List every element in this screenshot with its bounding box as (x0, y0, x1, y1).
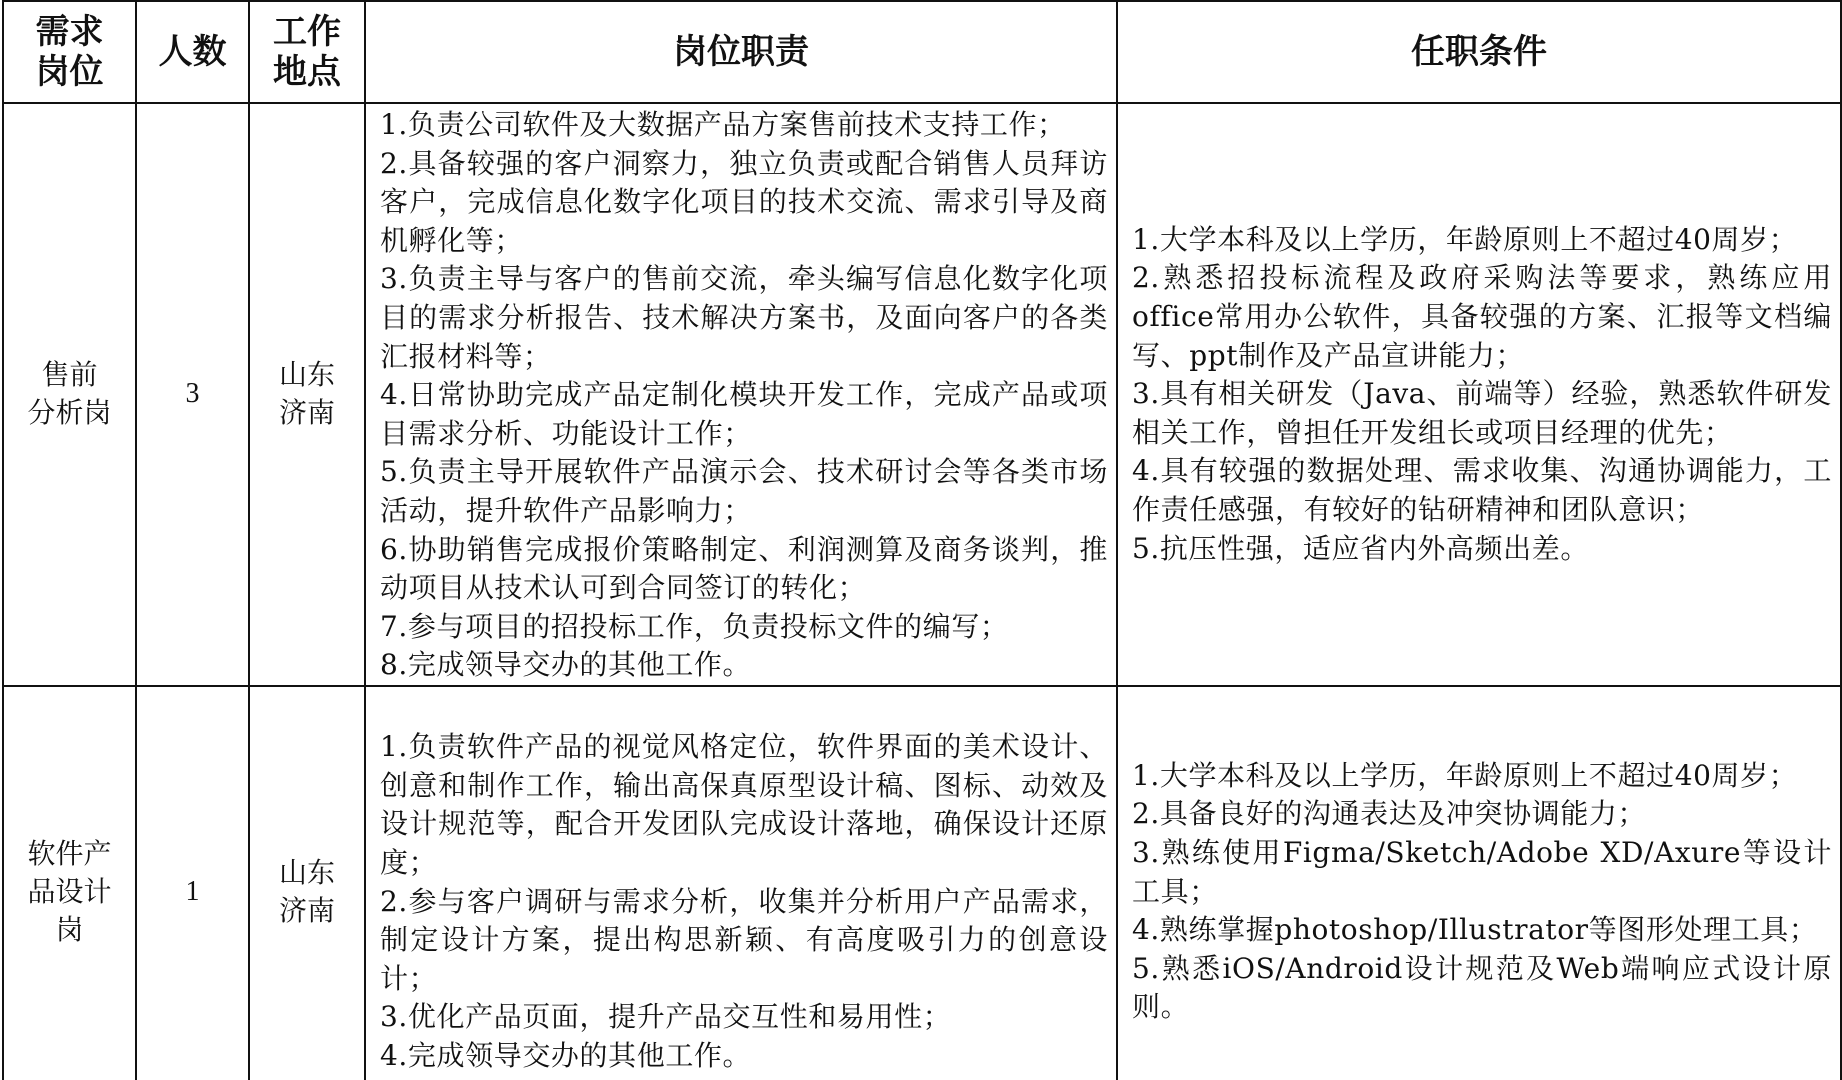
requirement-item: 5.抗压性强，适应省内外高频出差。 (1132, 531, 1589, 565)
table-body (3, 103, 1841, 1080)
duties-list (380, 728, 1108, 1075)
recruitment-table (2, 0, 1842, 1080)
header-row (3, 1, 1841, 103)
cell-position: 软件产 品设计 岗 (3, 686, 136, 1080)
cell-position: 售前 分析岗 (3, 103, 136, 686)
cell-location: 山东 济南 (249, 103, 365, 686)
requirement-item: 2.熟悉招投标流程及政府采购法等要求，熟练应用office常用办公软件，具备较强的方案、汇报等文档编写、ppt制作及产品宣讲能力； (1132, 261, 1832, 372)
duty-item: 2.参与客户调研与需求分析，收集并分析用户产品需求，制定设计方案，提出构思新颖、有高度吸引力的创意设计； (380, 884, 1108, 995)
header-requirements: 任职条件 (1117, 1, 1841, 103)
duty-item: 3.优化产品页面，提升产品交互性和易用性； (380, 1000, 952, 1034)
requirement-item: 4.具有较强的数据处理、需求收集、沟通协调能力，工作责任感强，有较好的钻研精神和团队意识； (1132, 454, 1832, 526)
duty-item: 4.日常协助完成产品定制化模块开发工作，完成产品或项目需求分析、功能设计工作； (380, 378, 1108, 450)
cell-requirements (1117, 103, 1841, 686)
requirement-item: 2.具备良好的沟通表达及冲突协调能力； (1132, 797, 1647, 831)
header-count: 人数 (136, 1, 249, 103)
requirement-item: 1.大学本科及以上学历，年龄原则上不超过40周岁； (1132, 222, 1798, 256)
table-header (3, 1, 1841, 103)
cell-duties (365, 103, 1117, 686)
requirement-item: 3.熟练使用Figma/Sketch/Adobe XD/Axure等设计工具； (1132, 836, 1832, 908)
table-row (3, 686, 1841, 1080)
duty-item: 4.完成领导交办的其他工作。 (380, 1038, 752, 1072)
cell-count: 1 (136, 686, 249, 1080)
requirement-item: 4.熟练掌握photoshop/Illustrator等图形处理工具； (1132, 913, 1818, 947)
cell-requirements (1117, 686, 1841, 1080)
header-position: 需求 岗位 (3, 1, 136, 103)
duty-item: 6.协助销售完成报价策略制定、利润测算及商务谈判，推动项目从技术认可到合同签订的转化； (380, 532, 1108, 605)
requirements-list (1132, 757, 1832, 1027)
requirement-item: 3.具有相关研发（Java、前端等）经验，熟悉软件研发相关工作，曾担任开发组长或项目经理的优先； (1132, 377, 1832, 449)
header-location: 工作 地点 (249, 1, 365, 103)
table-row (3, 103, 1841, 686)
requirements-list (1132, 221, 1832, 568)
duty-item: 8.完成领导交办的其他工作。 (380, 648, 752, 682)
duty-item: 1.负责软件产品的视觉风格定位，软件界面的美术设计、创意和制作工作，输出高保真原型设计稿、图标、动效及设计规范等，配合开发团队完成设计落地，确保设计还原度； (380, 730, 1108, 880)
duty-item: 2.具备较强的客户洞察力，独立负责或配合销售人员拜访客户，完成信息化数字化项目的技术交流、需求引导及商机孵化等； (380, 146, 1108, 257)
header-duties: 岗位职责 (365, 1, 1117, 103)
duties-list (380, 106, 1108, 685)
requirement-item: 1.大学本科及以上学历，年龄原则上不超过40周岁； (1132, 758, 1798, 792)
duty-item: 3.负责主导与客户的售前交流，牵头编写信息化数字化项目的需求分析报告、技术解决方案书，及面向客户的各类汇报材料等； (380, 262, 1108, 373)
cell-location: 山东 济南 (249, 686, 365, 1080)
duty-item: 7.参与项目的招投标工作，负责投标文件的编写； (380, 609, 1009, 643)
cell-count: 3 (136, 103, 249, 686)
requirement-item: 5.熟悉iOS/Android设计规范及Web端响应式设计原则。 (1132, 951, 1832, 1024)
duty-item: 5.负责主导开展软件产品演示会、技术研讨会等各类市场活动，提升软件产品影响力； (380, 455, 1108, 527)
cell-duties (365, 686, 1117, 1080)
duty-item: 1.负责公司软件及大数据产品方案售前技术支持工作； (380, 108, 1066, 141)
